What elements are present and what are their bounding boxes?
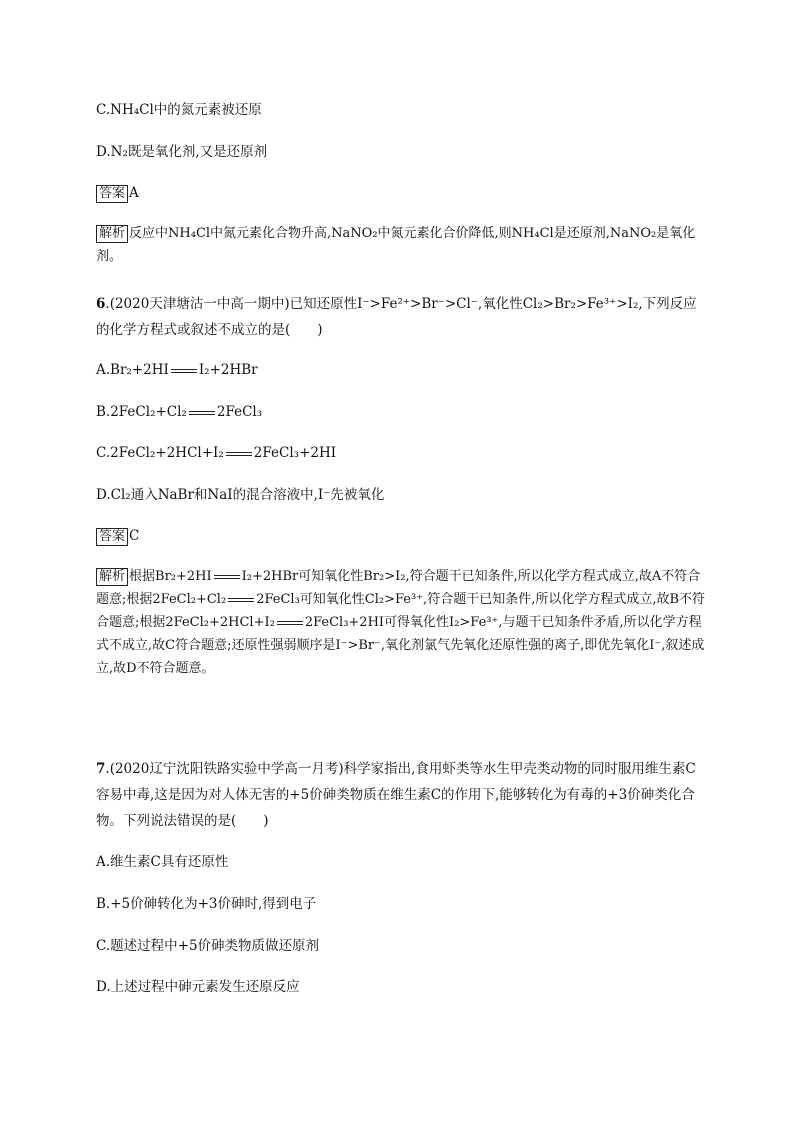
equals-sign bbox=[214, 571, 240, 583]
q5-option-d: D.N₂既是氧化剂,又是还原剂 bbox=[96, 144, 268, 160]
equals-sign bbox=[171, 365, 197, 377]
analysis-label: 解析 bbox=[96, 225, 128, 243]
option-b-left: B.2FeCl₂+Cl₂ bbox=[96, 404, 187, 420]
equals-sign bbox=[228, 594, 254, 606]
q6-option-a bbox=[96, 357, 706, 383]
q7-stem: 7.(2020辽宁沈阳铁路实验中学高一月考)科学家指出,食用虾类等水生甲壳类动物的同时服用维生素C容易中毒,这是因为对人体无害的+5价砷类物质在维生素C的作用下,能够转化为有毒的+3价砷类化合物。下列说法错误的是( ) bbox=[96, 761, 696, 829]
question-number: 7 bbox=[96, 761, 106, 777]
analysis-text-1: 根据Br₂+2HI bbox=[129, 569, 212, 584]
q7-option-a: A.维生素C具有还原性 bbox=[96, 854, 229, 870]
q6-answer bbox=[96, 523, 706, 549]
equals-sign bbox=[277, 617, 303, 629]
analysis-text-4: 2FeCl₃+2HI可得氧化性I₂>Fe³⁺,与题干已知条件矛盾,所以化学方程式不成立,故C符合题意;还原性强弱顺序是I⁻>Br⁻,氧化剂氯气先氧化还原性强的离子,即优先氧化I⁻,叙述成立,故D不符合题意。 bbox=[96, 615, 705, 676]
q5-analysis bbox=[96, 222, 706, 268]
analysis-text: 反应中NH₄Cl中氮元素化合物升高,NaNO₂中氮元素化合价降低,则NH₄Cl是还原剂,NaNO₂是氧化剂。 bbox=[96, 226, 696, 264]
option-c-left: C.2FeCl₂+2HCl+I₂ bbox=[96, 445, 224, 461]
equals-sign bbox=[226, 448, 252, 460]
answer-label: 答案 bbox=[96, 528, 128, 546]
q6-stem: 6.(2020天津塘沽一中高一期中)已知还原性I⁻>Fe²⁺>Br⁻>Cl⁻,氧化性Cl₂>Br₂>Fe³⁺>I₂,下列反应的化学方程式或叙述不成立的是( ) bbox=[96, 296, 697, 338]
q7-option-b: B.+5价砷转化为+3价砷时,得到电子 bbox=[96, 896, 317, 912]
answer-value: A bbox=[129, 185, 139, 201]
option-c-right: 2FeCl₃+2HI bbox=[253, 445, 337, 461]
q7-option-c: C.题述过程中+5价砷类物质做还原剂 bbox=[96, 938, 320, 954]
option-b-right: 2FeCl₃ bbox=[216, 404, 263, 420]
q5-answer bbox=[96, 180, 706, 206]
analysis-text-3: 2FeCl₃可知氧化性Cl₂>Fe³⁺,符合题干已知条件,所以化学方程式成立,故B不符合题意;根据2FeCl₂+2HCl+I₂ bbox=[96, 592, 706, 630]
analysis-label: 解析 bbox=[96, 568, 128, 586]
question-source: (2020天津塘沽一中高一期中) bbox=[109, 296, 290, 312]
q6-option-d: D.Cl₂通入NaBr和NaI的混合溶液中,I⁻先被氧化 bbox=[96, 487, 385, 503]
q6-option-c bbox=[96, 440, 706, 466]
answer-value: C bbox=[129, 528, 140, 544]
question-source: (2020辽宁沈阳铁路实验中学高一月考) bbox=[109, 761, 344, 777]
equals-sign bbox=[189, 407, 215, 419]
option-a-left: A.Br₂+2HI bbox=[96, 362, 169, 378]
question-number: 6 bbox=[96, 296, 106, 312]
question-text: 已知还原性I⁻>Fe²⁺>Br⁻>Cl⁻,氧化性Cl₂>Br₂>Fe³⁺>I₂,下列反应的化学方程式或叙述不成立的是( ) bbox=[96, 296, 697, 338]
analysis-text-2: I₂+2HBr可知氧化性Br₂>I₂,符合题干已知条件,所以化学方程式成立,故A不符合题意;根据2FeCl₂+Cl₂ bbox=[96, 569, 701, 607]
option-a-right: I₂+2HBr bbox=[198, 362, 258, 378]
question-text: 科学家指出,食用虾类等水生甲壳类动物的同时服用维生素C容易中毒,这是因为对人体无害的+5价砷类物质在维生素C的作用下,能够转化为有毒的+3价砷类化合物。下列说法错误的是( ) bbox=[96, 761, 696, 829]
q5-option-c: C.NH₄Cl中的氮元素被还原 bbox=[96, 102, 262, 118]
answer-label: 答案 bbox=[96, 185, 128, 203]
q7-option-d: D.上述过程中砷元素发生还原反应 bbox=[96, 979, 300, 995]
q6-option-b bbox=[96, 399, 706, 425]
q6-analysis bbox=[96, 565, 706, 680]
